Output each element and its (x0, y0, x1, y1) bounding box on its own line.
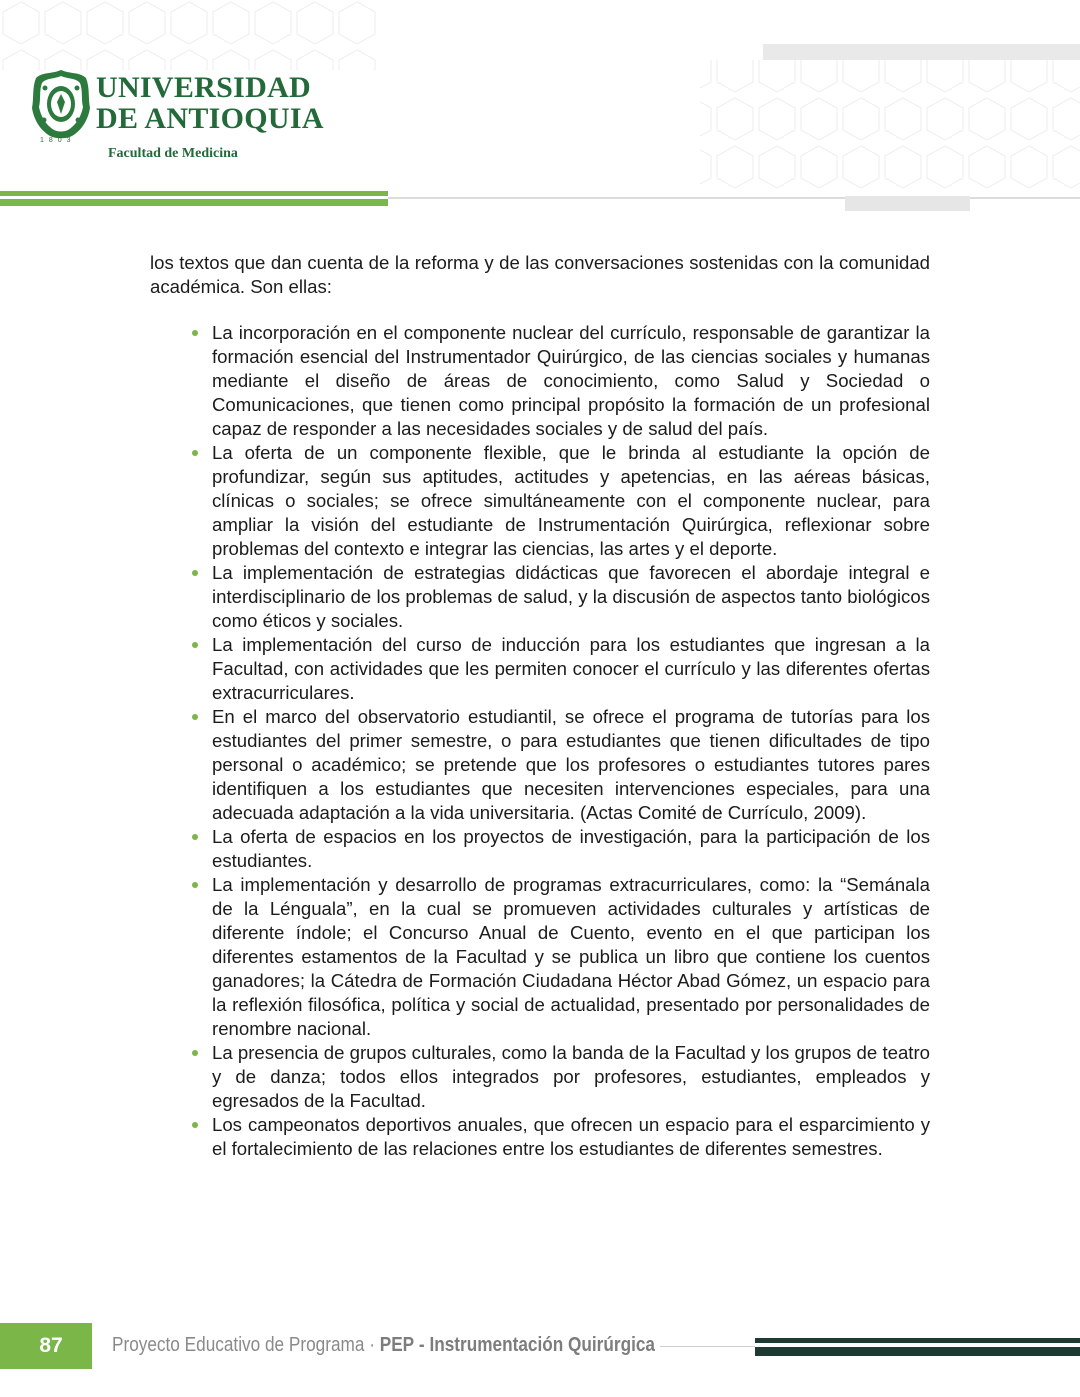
page-content (150, 251, 930, 1161)
intro-paragraph: los textos que dan cuenta de la reforma y de las conversaciones sostenidas con la comunidad académica. Son ellas: (150, 252, 930, 297)
bullet-list (150, 321, 930, 1161)
header-grey-bar-top (763, 44, 1080, 60)
list-item: La presencia de grupos culturales, como la banda de la Facultad y los grupos de teatro y de danza; todos ellos integrados por profesores, estudiantes, empleados y egresados de la Facultad. (212, 1042, 930, 1111)
footer-separator: · (369, 1334, 375, 1356)
university-seal-icon (30, 68, 92, 142)
header-green-line-thick (0, 199, 388, 206)
list-item: En el marco del observatorio estudiantil, se ofrece el programa de tutorías para los estudiantes del primer semestre, o para estudiantes que tienen dificultades de tipo personal o académico; se pretende que los profesores o estudiantes tutores pares identifiquen a los estudiantes que necesiten intervenciones especiales, para una adecuada adaptación a la vida universitaria. (Actas Comité de Currículo, 2009). (212, 706, 930, 823)
footer-dark-bar-thick (755, 1347, 1080, 1356)
list-item: Los campeonatos deportivos anuales, que ofrecen un espacio para el esparcimiento y el fortalecimiento de las relaciones entre los estudiantes de diferentes semestres. (212, 1114, 930, 1159)
faculty-name: Facultad de Medicina (108, 146, 238, 161)
list-item: La implementación de estrategias didácticas que favorecen el abordaje integral e interdisciplinario de los problemas de salud, y la discusión de aspectos tanto biológicos como éticos y sociales. (212, 562, 930, 631)
header-grey-bar-bottom (845, 196, 970, 211)
footer-title (112, 1334, 655, 1357)
university-name-line-1: UNIVERSIDAD (96, 71, 311, 104)
list-item: La incorporación en el componente nuclear del currículo, responsable de garantizar la formación esencial del Instrumentador Quirúrgico, de las ciencias sociales y humanas mediante el diseño de áreas de conocimiento, como Salud y Sociedad o Comunicaciones, que tienen como principal propósito la formación de un profesional capaz de responder a las necesidades sociales y de salud del país. (212, 322, 930, 439)
header-grey-line (388, 197, 1080, 199)
footer-title-project: Proyecto Educativo de Programa (112, 1334, 365, 1356)
footer-program-name: Instrumentación Quirúrgica (429, 1334, 655, 1356)
page-number: 87 (0, 1323, 92, 1369)
university-name (96, 72, 324, 134)
footer-dark-bar (755, 1338, 1080, 1343)
list-item: La oferta de espacios en los proyectos de investigación, para la participación de los estudiantes. (212, 826, 930, 871)
header-green-line (0, 191, 388, 196)
logo-year: 1803 (40, 137, 76, 144)
footer-pep: PEP (379, 1334, 415, 1356)
footer-dash: - (418, 1334, 425, 1356)
list-item: La oferta de un componente flexible, que le brinda al estudiante la opción de profundizar, según sus aptitudes, actitudes y apetencias, en las aéreas básicas, clínicas o sociales; se ofrece simultáneamente con el componente nuclear, para ampliar la visión del estudiante de Instrumentación Quirúrgica, reflexionar sobre problemas del contexto e integrar las ciencias, las artes y el deporte. (212, 442, 930, 559)
list-item: La implementación del curso de inducción para los estudiantes que ingresan a la Facultad, con actividades que les permiten conocer el currículo y las diferentes ofertas extracurriculares. (212, 634, 930, 703)
list-item: La implementación y desarrollo de programas extracurriculares, como: la “Semánala de la Lénguala”, en la cual se promueven actividades culturales y artísticas de diferente índole; el Concurso Anual de Cuento, evento en el que participan los diferentes estamentos de la Facultad y se publica un libro que contiene los cuentos ganadores; la Cátedra de Formación Ciudadana Héctor Abad Gómez, un espacio para la reflexión filosófica, política y social de actualidad, presentado por personalidades de renombre nacional. (212, 874, 930, 1039)
university-name-line-2: DE ANTIOQUIA (96, 102, 324, 135)
footer-thin-line (660, 1346, 755, 1347)
